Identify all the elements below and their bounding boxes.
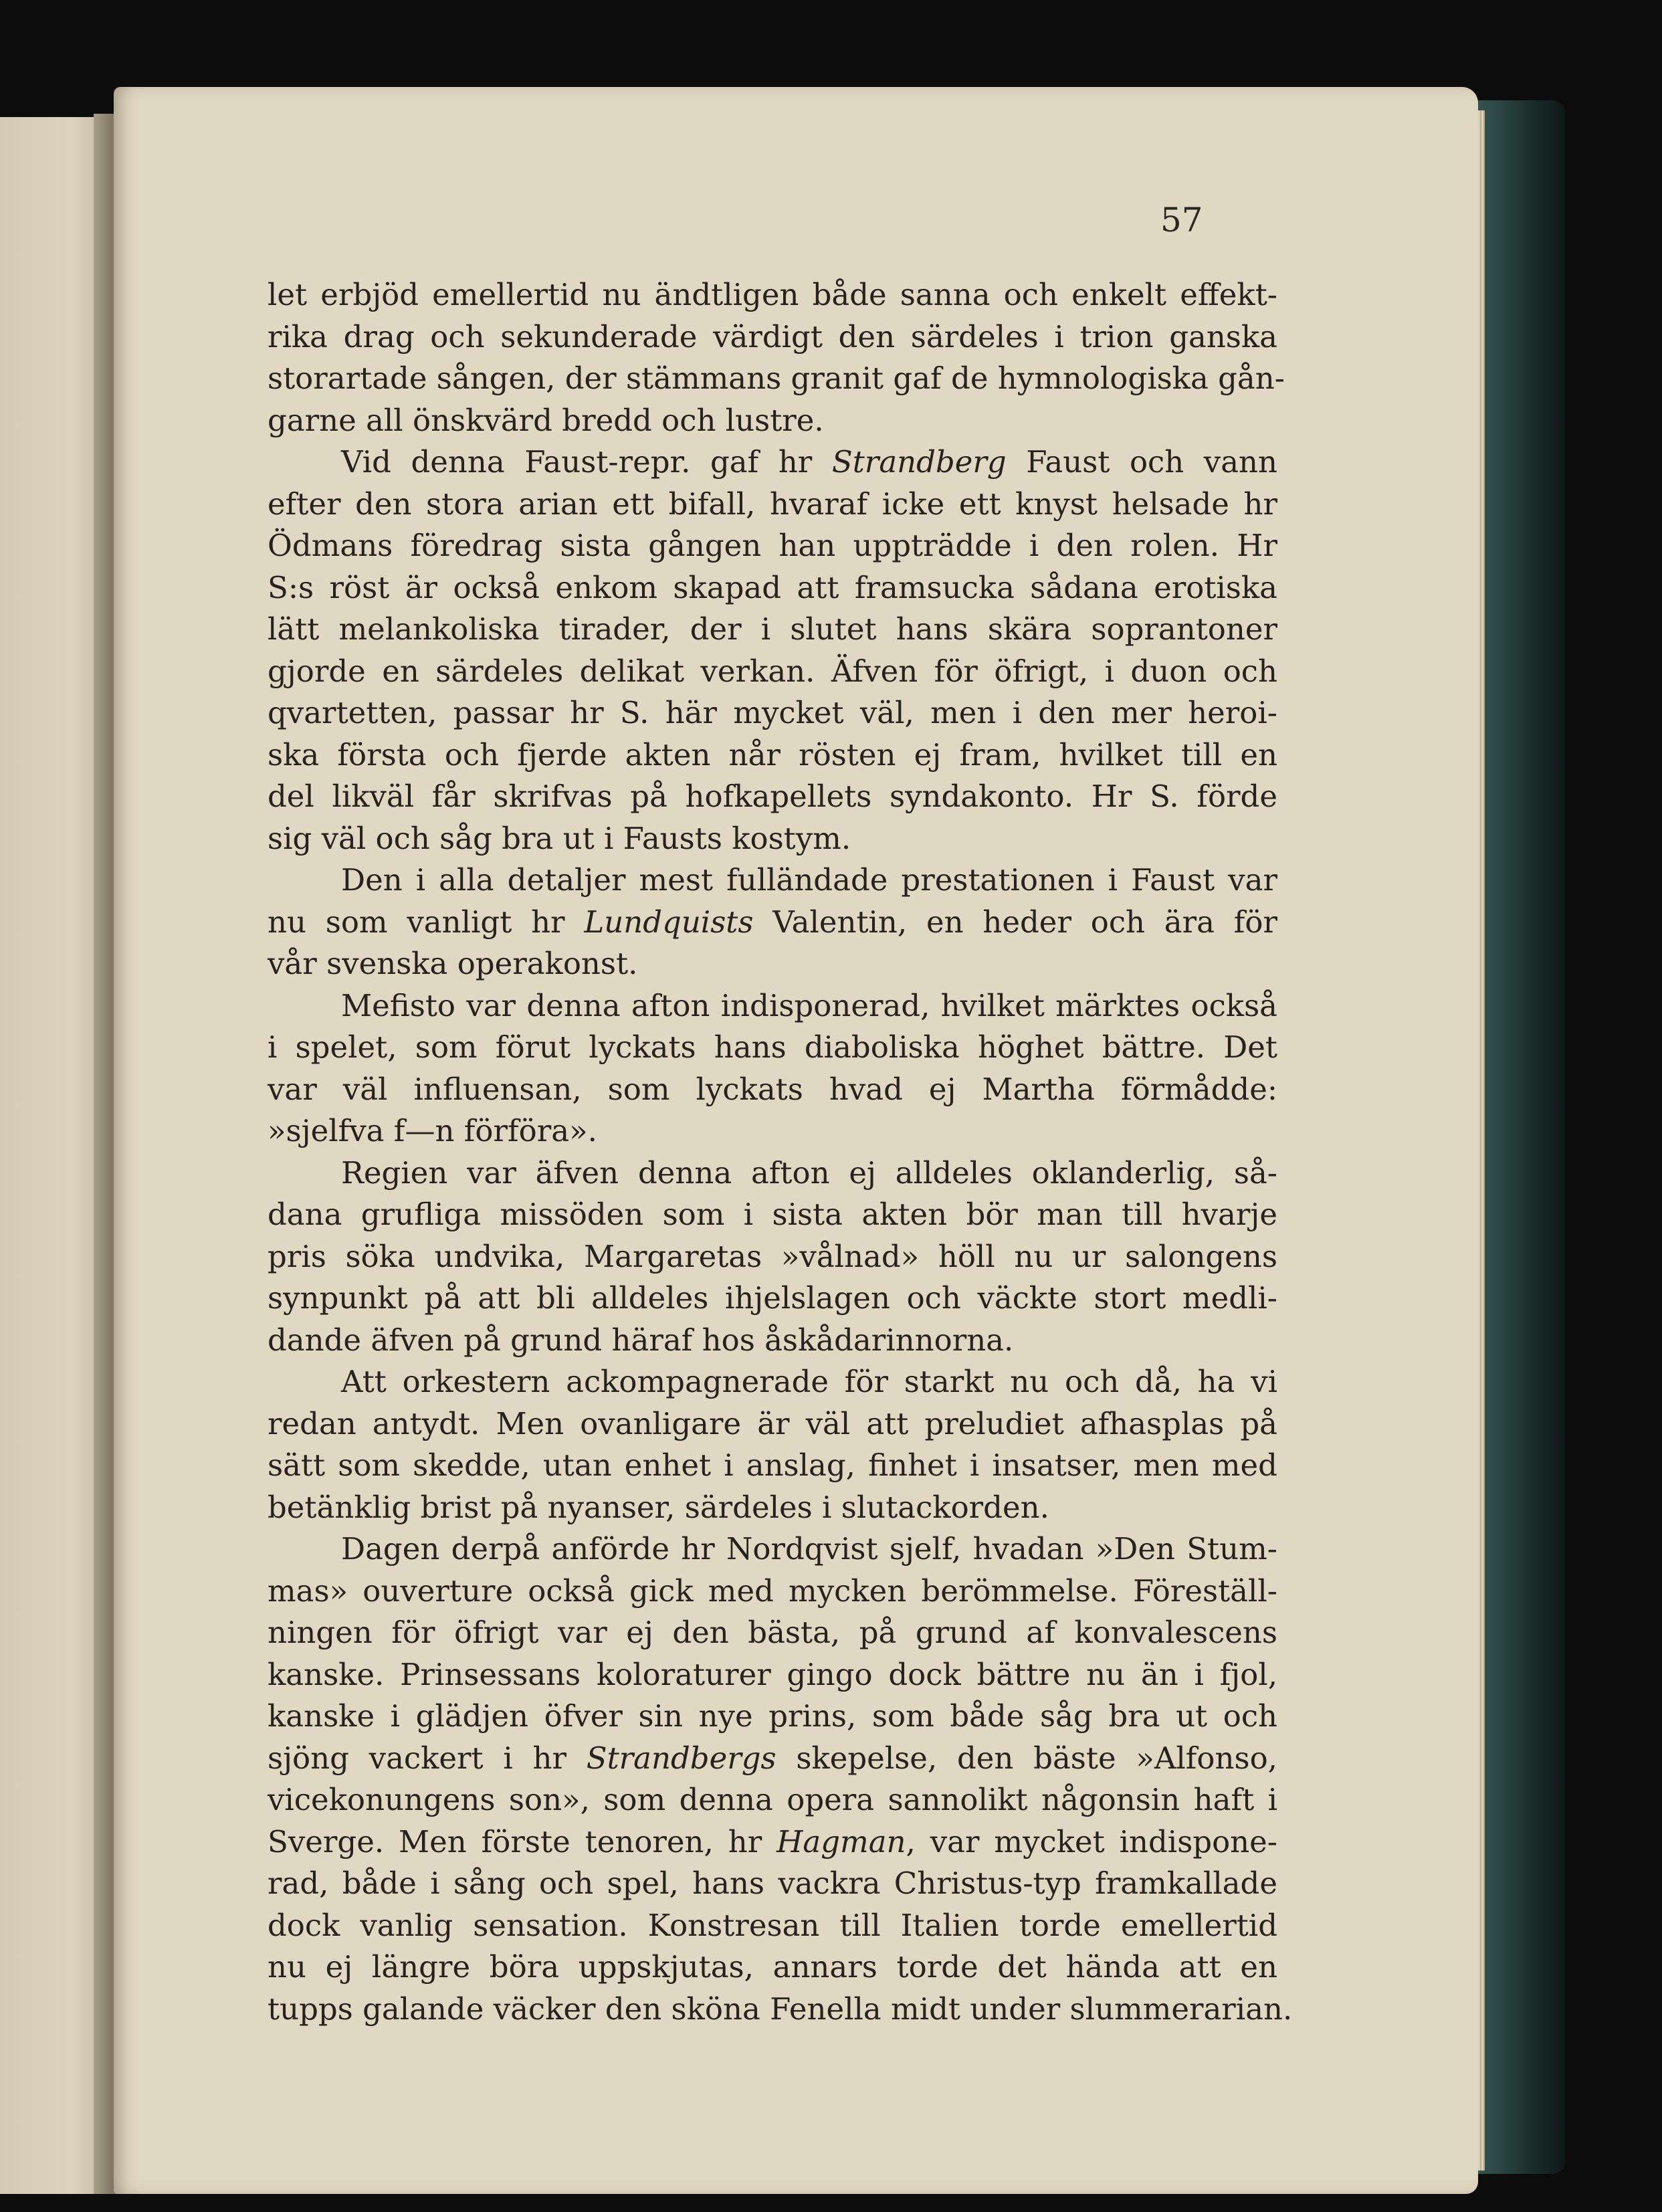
text-line: dock vanlig sensation. Konstresan till Italien torde emellertid [268, 1907, 1277, 1943]
text-line: S:s röst är också enkom skapad att framsucka sådana erotiska [268, 569, 1277, 605]
text-segment: Valentin, en heder och ära för [753, 904, 1278, 940]
italic-name: Strandbergs [586, 1740, 776, 1776]
text-segment: Sverge. Men förste tenoren, hr [268, 1823, 777, 1859]
text-line: vicekonungens son», som denna opera sannolikt någonsin haft i [268, 1782, 1277, 1817]
italic-name: Strandberg [831, 444, 1007, 480]
text-line: i spelet, som förut lyckats hans diaboliska höghet bättre. Det [268, 1029, 1277, 1065]
text-line: mas» ouverture också gick med mycken berömmelse. Föreställ- [268, 1573, 1277, 1609]
text-line: storartade sången, der stämmans granit gaf de hymnologiska gån- [268, 361, 1285, 396]
text-line: synpunkt på att bli alldeles ihjelslagen och väckte stort medli- [268, 1280, 1277, 1316]
text-line: garne all önskvärd bredd och lustre. [268, 402, 824, 438]
text-line: Den i alla detaljer mest fulländade prestationen i Faust var [341, 862, 1277, 898]
text-line: ningen för öfrigt var ej den bästa, på grund af konvalescens [268, 1615, 1277, 1650]
text-line: betänklig brist på nyanser, särdeles i slutackorden. [268, 1489, 1049, 1525]
text-line: tupps galande väcker den sköna Fenella midt under slummerarian. [268, 1991, 1293, 2027]
text-line: Dagen derpå anförde hr Nordqvist sjelf, hvadan »Den Stum- [341, 1531, 1277, 1567]
text-line: kanske. Prinsessans koloraturer gingo dock bättre nu än i fjol, [268, 1656, 1277, 1692]
text-line: Att orkestern ackompagnerade för starkt nu och då, ha vi [341, 1364, 1277, 1399]
text-segment: Faust och vann [1006, 444, 1278, 480]
text-line: kanske i glädjen öfver sin nye prins, som både såg bra ut och [268, 1698, 1277, 1734]
text-line: vår svenska operakonst. [268, 946, 638, 981]
text-line: ska första och fjerde akten når rösten ej fram, hvilket till en [268, 736, 1277, 773]
text-segment: skepelse, den bäste »Alfonso, [776, 1740, 1277, 1776]
text-line: Mefisto var denna afton indisponerad, hvilket märktes också [341, 987, 1277, 1023]
text-line: redan antydt. Men ovanligare är väl att preludiet afhasplas på [268, 1405, 1277, 1441]
text-line: let erbjöd emellertid nu ändtligen både sanna och enkelt effekt- [268, 277, 1277, 312]
text-line: dana grufliga missöden som i sista akten bör man till hvarje [268, 1197, 1277, 1232]
italic-name: Lundquists [584, 904, 754, 940]
text-line: var väl influensan, som lyckats hvad ej Martha förmådde: [268, 1071, 1277, 1107]
italic-name: Hagman [776, 1823, 906, 1859]
page-number: 57 [1160, 201, 1203, 239]
text-line [268, 1738, 1277, 1780]
text-segment: , var mycket indispone- [906, 1823, 1277, 1859]
body-text [268, 274, 1293, 2030]
text-line [268, 1821, 1277, 1864]
text-segment: sjöng vackert i hr [268, 1740, 587, 1776]
text-segment: nu som vanligt hr [268, 904, 585, 940]
text-line: nu ej längre böra uppskjutas, annars torde det hända att en [268, 1949, 1277, 1985]
text-line: del likväl får skrifvas på hofkapellets syndakonto. Hr S. förde [268, 779, 1277, 814]
text-line: efter den stora arian ett bifall, hvaraf icke ett knyst helsade hr [268, 486, 1277, 522]
text-line: sig väl och såg bra ut i Fausts kostym. [268, 820, 851, 856]
text-line: dande äfven på grund häraf hos åskådarinnorna. [268, 1322, 1014, 1358]
text-line: sätt som skedde, utan enhet i anslag, finhet i insatser, men med [268, 1447, 1277, 1483]
text-line [268, 441, 1277, 484]
text-line [268, 902, 1277, 944]
text-line: rad, både i sång och spel, hans vackra Christus-typ framkallade [268, 1866, 1277, 1901]
text-line: »sjelfva f—n förföra». [268, 1113, 597, 1148]
text-line: qvartetten, passar hr S. här mycket väl, men i den mer heroi- [268, 695, 1277, 730]
text-line: Ödmans föredrag sista gången han uppträdde i den rolen. Hr [268, 528, 1277, 563]
text-line: gjorde en särdeles delikat verkan. Äfven för öfrigt, i duon och [268, 653, 1277, 689]
text-line: lätt melankoliska tirader, der i slutet hans skära soprantoner [268, 611, 1277, 647]
text-line: Regien var äfven denna afton ej alldeles oklanderlig, så- [341, 1154, 1277, 1191]
text-line: rika drag och sekunderade värdigt den särdeles i trion ganska [268, 318, 1277, 355]
text-line: pris söka undvika, Margaretas »vålnad» höll nu ur salongens [268, 1238, 1277, 1274]
text-segment: Vid denna Faust-repr. gaf hr [341, 444, 832, 480]
